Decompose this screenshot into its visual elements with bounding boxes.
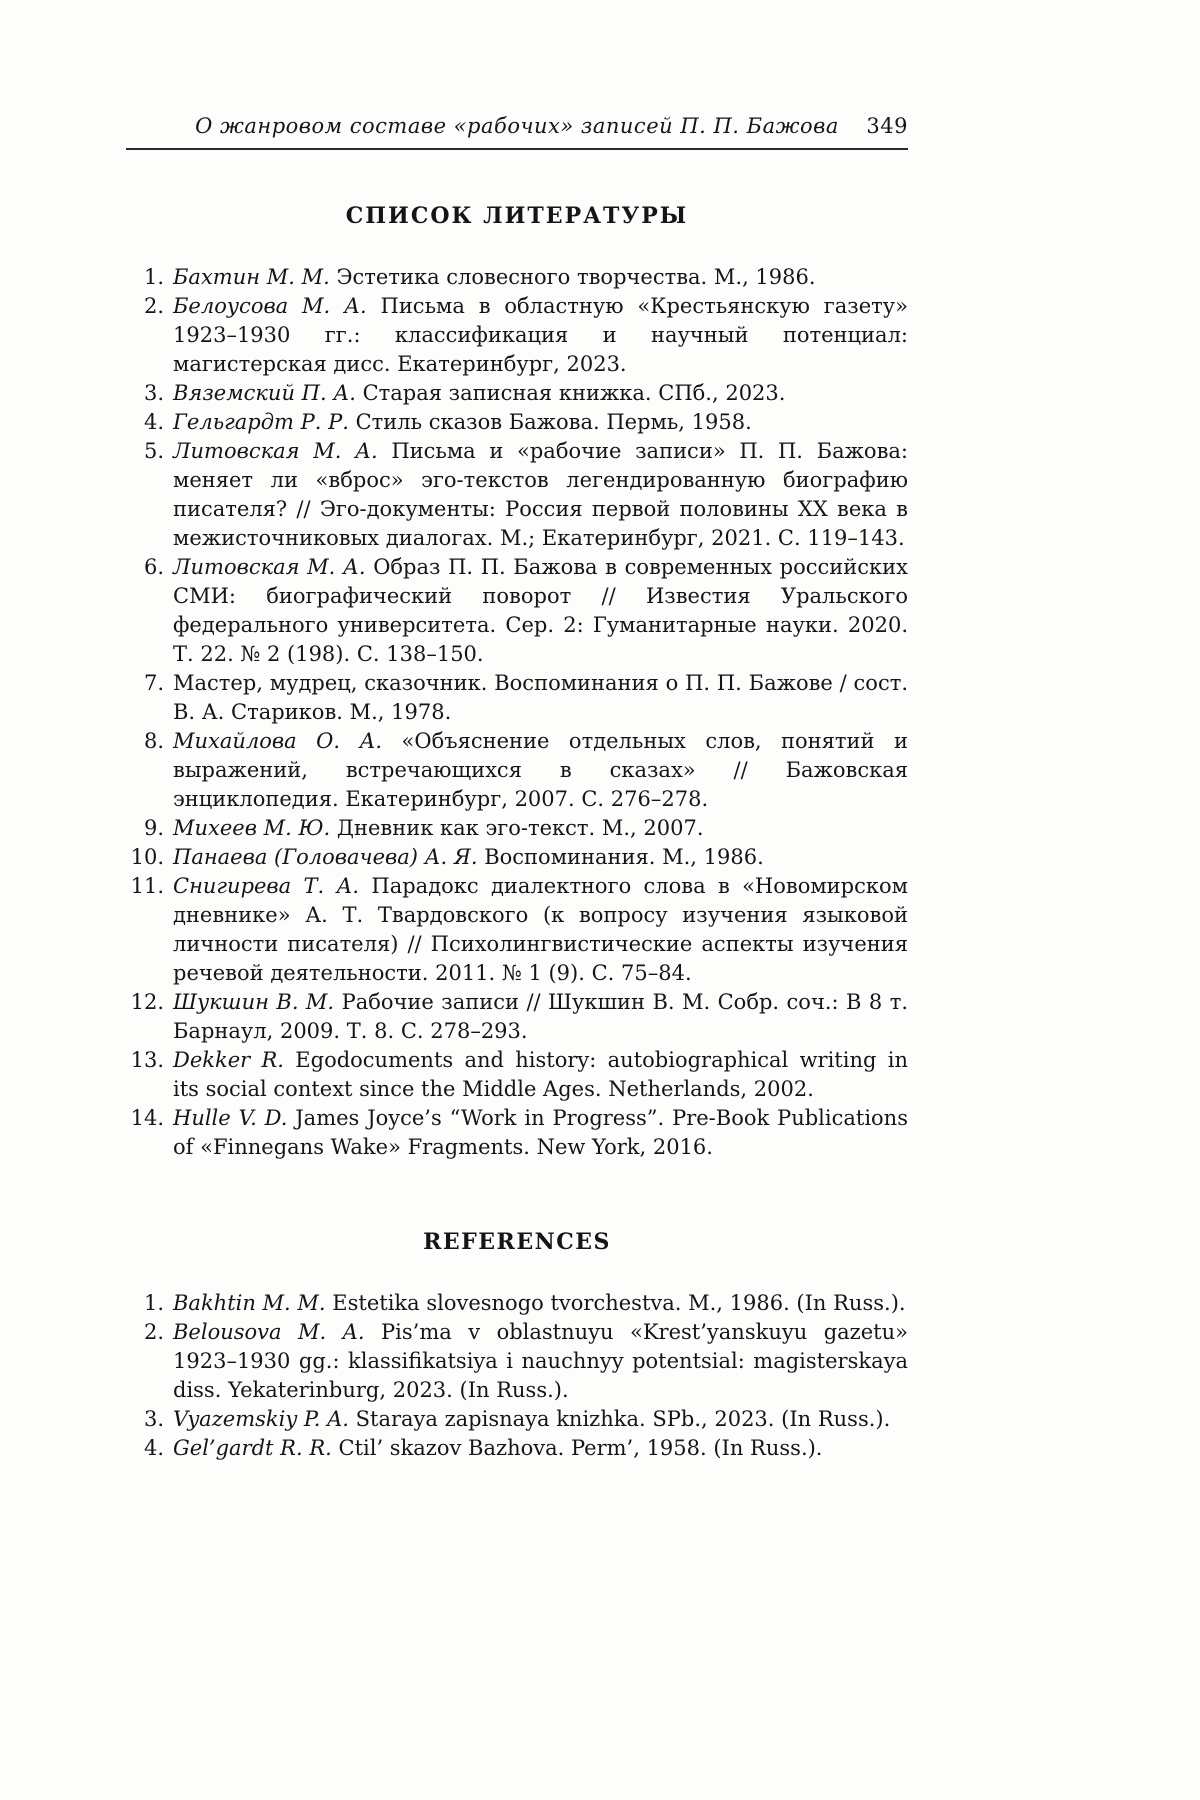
bibliography-entry [126,1046,908,1104]
entry-number: 14. [130,1106,164,1130]
references-title: REFERENCES [423,1229,611,1255]
header-rule [126,148,908,150]
reference-entry [126,1318,908,1405]
entry-body: Воспоминания. М., 1986. [484,845,764,869]
entry-text [173,408,908,437]
entry-number: 13. [130,1048,164,1072]
entry-body: Мастер, мудрец, сказочник. Воспоминания о П. П. Бажове / сост. В. А. Стариков. М., 1978. [173,671,908,724]
page-content [126,112,908,1463]
entry-number: 12. [130,990,164,1014]
bibliography-entry [126,408,908,437]
entry-number: 1. [143,1291,164,1315]
reference-entry [126,1405,908,1434]
entry-number: 2. [143,1320,164,1344]
entry-body: James Joyce’s “Work in Progress”. Pre-Book Publications of «Finnegans Wake» Fragments. New York, 2016. [173,1106,908,1159]
entry-author: Михайлова О. А. [173,729,383,753]
entry-text [173,1104,908,1162]
entry-body: Дневник как эго-текст. М., 2007. [336,816,704,840]
bibliography-entry [126,669,908,727]
entry-text [173,292,908,379]
entry-author: Шукшин В. М. [173,990,335,1014]
entry-author: Belousova M. A. [173,1320,365,1344]
page-number: 349 [866,114,908,138]
entry-text [173,669,908,727]
entry-author: Бахтин М. М. [173,265,330,289]
entry-body: Pis’ma v oblastnuyu «Krest’yanskuyu gazetu» 1923–1930 gg.: klassifikatsiya i nauchnyy potentsial: magisterskaya diss. Yekaterinburg, 2023. (In Russ.). [173,1320,908,1402]
entry-body: Образ П. П. Бажова в современных российских СМИ: биографический поворот // Известия Уральского федерального университета. Сер. 2: Гуманитарные науки. 2020. Т. 22. № 2 (198). С. 138–150. [173,555,908,666]
entry-number: 9. [143,816,164,840]
entry-number: 7. [143,671,164,695]
bibliography-entry [126,553,908,669]
entry-author: Hulle V. D. [173,1106,288,1130]
references-list [126,1289,908,1463]
reference-entry [126,1289,908,1318]
entry-text [173,379,908,408]
bibliography-entry [126,263,908,292]
entry-body: Staraya zapisnaya knizhka. SPb., 2023. (In Russ.). [355,1407,891,1431]
entry-text [173,1434,908,1463]
entry-body: Письма и «рабочие записи» П. П. Бажова: меняет ли «вброс» эго-текстов легендированную биографию писателя? // Эго-документы: Россия первой половины XX века в межисточниковых диалогах. М.; Екатеринбург, 2021. С. 119–143. [173,439,908,550]
entry-author: Вяземский П. А. [173,381,356,405]
entry-body: Парадокс диалектного слова в «Новомирском дневнике» А. Т. Твардовского (к вопросу изучения языковой личности писателя) // Психолингвистические аспекты изучения речевой деятельности. 2011. № 1 (9). С. 75–84. [173,874,908,985]
entry-text [173,553,908,669]
bibliography-entry [126,292,908,379]
entry-text [173,988,908,1046]
entry-number: 5. [143,439,164,463]
entry-body: Egodocuments and history: autobiographical writing in its social context since the Middle Ages. Netherlands, 2002. [173,1048,908,1101]
entry-number: 4. [143,1436,164,1460]
running-title: О жанровом составе «рабочих» записей П. П. Бажова [195,114,839,138]
entry-number: 1. [143,265,164,289]
entry-text [173,814,908,843]
entry-number: 6. [143,555,164,579]
entry-body: Эстетика словесного творчества. М., 1986. [336,265,816,289]
entry-text [173,437,908,553]
entry-text [173,1289,908,1318]
entry-text [173,1318,908,1405]
entry-number: 10. [130,845,164,869]
entry-author: Белоусова М. А. [173,294,367,318]
entry-author: Bakhtin M. M. [173,1291,326,1315]
entry-text [173,872,908,988]
bibliography-entry [126,872,908,988]
entry-text [173,263,908,292]
entry-author: Панаева (Головачева) А. Я. [173,845,478,869]
bibliography-entry [126,379,908,408]
bibliography-list [126,263,908,1162]
entry-body: Старая записная книжка. СПб., 2023. [362,381,786,405]
entry-author: Gel’gardt R. R. [173,1436,332,1460]
entry-author: Литовская М. А. [173,439,378,463]
bibliography-entry [126,843,908,872]
entry-author: Гельгардт Р. Р. [173,410,349,434]
bibliography-entry [126,1104,908,1162]
entry-author: Михеев М. Ю. [173,816,331,840]
entry-text [173,1405,908,1434]
entry-body: Стиль сказов Бажова. Пермь, 1958. [355,410,752,434]
entry-body: «Объяснение отдельных слов, понятий и выражений, встречающихся в сказах» // Бажовская энциклопедия. Екатеринбург, 2007. С. 276–278. [173,729,908,811]
entry-body: Рабочие записи // Шукшин В. М. Собр. соч.: В 8 т. Барнаул, 2009. Т. 8. С. 278–293. [173,990,908,1043]
running-header [126,112,908,144]
entry-text [173,727,908,814]
entry-number: 3. [143,381,164,405]
entry-text [173,843,908,872]
entry-text [173,1046,908,1104]
reference-entry [126,1434,908,1463]
entry-author: Dekker R. [173,1048,284,1072]
entry-number: 4. [143,410,164,434]
bibliography-title: СПИСОК ЛИТЕРАТУРЫ [345,203,689,229]
entry-number: 3. [143,1407,164,1431]
entry-body: Ctil’ skazov Bazhova. Perm’, 1958. (In Russ.). [338,1436,823,1460]
entry-number: 8. [143,729,164,753]
bibliography-entry [126,988,908,1046]
entry-author: Снигирева Т. А. [173,874,360,898]
entry-author: Vyazemskiy P. A. [173,1407,349,1431]
entry-number: 2. [143,294,164,318]
bibliography-entry [126,727,908,814]
entry-body: Estetika slovesnogo tvorchestva. M., 1986. (In Russ.). [332,1291,906,1315]
entry-body: Письма в областную «Крестьянскую газету» 1923–1930 гг.: классификация и научный потенциал: магистерская дисс. Екатеринбург, 2023. [173,294,908,376]
bibliography-entry [126,437,908,553]
entry-number: 11. [130,874,164,898]
bibliography-entry [126,814,908,843]
entry-author: Литовская М. А. [173,555,366,579]
